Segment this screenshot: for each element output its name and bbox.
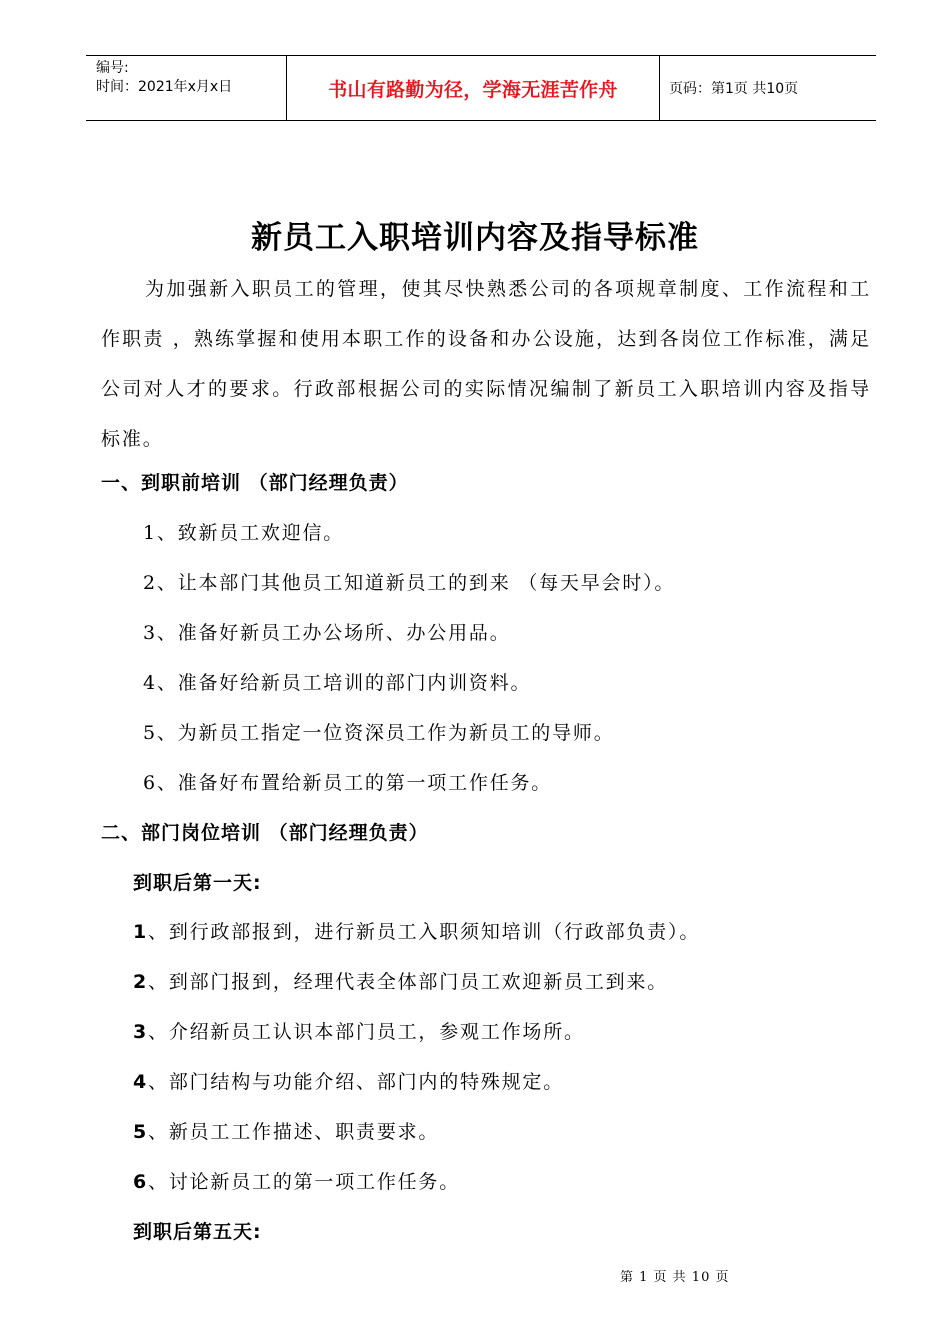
list-item-number: 5: [133, 1121, 149, 1143]
list-item: [133, 967, 668, 994]
list-item-text: 、部门结构与功能介绍、部门内的特殊规定。: [148, 1071, 565, 1093]
list-item: 1、致新员工欢迎信。: [143, 522, 345, 544]
list-item-text: 、讨论新员工的第一项工作任务。: [148, 1171, 461, 1193]
subsection-heading-day5: 到职后第五天:: [133, 1221, 262, 1243]
header-page-info: 页码：第1页 共10页: [669, 81, 799, 97]
list-item-number: 4: [133, 1071, 149, 1093]
list-item: 3、准备好新员工办公场所、办公用品。: [143, 622, 511, 644]
list-item-number: 6: [133, 1171, 149, 1193]
list-item-text: 、到行政部报到，进行新员工入职须知培训（行政部负责）。: [148, 921, 701, 943]
list-item: [133, 1117, 439, 1144]
header-meta: [86, 56, 286, 120]
list-item-text: 、到部门报到，经理代表全体部门员工欢迎新员工到来。: [148, 971, 669, 993]
list-item: [133, 1067, 564, 1094]
list-item-number: 1: [133, 921, 149, 943]
page-header: [86, 55, 876, 121]
list-item-text: 、介绍新员工认识本部门员工，参观工作场所。: [148, 1021, 585, 1043]
document-time-label: 时间：2021年x月x日: [96, 79, 233, 95]
header-motto: 书山有路勤为径，学海无涯苦作舟: [286, 56, 660, 120]
document-title: 新员工入职培训内容及指导标准: [251, 220, 699, 256]
section-heading-1: 一、到职前培训 （部门经理负责）: [101, 472, 409, 494]
list-item: [133, 1017, 585, 1044]
list-item-number: 3: [133, 1021, 149, 1043]
list-item: 6、准备好布置给新员工的第一项工作任务。: [143, 772, 553, 794]
subsection-heading-day1: 到职后第一天:: [133, 872, 262, 894]
list-item-text: 、新员工工作描述、职责要求。: [148, 1121, 440, 1143]
list-item: 4、准备好给新员工培训的部门内训资料。: [143, 672, 532, 694]
list-item-number: 2: [133, 971, 149, 993]
document-number-label: 编号:: [96, 60, 129, 76]
page-footer: 第 1 页 共 10 页: [620, 1270, 730, 1285]
list-item: 5、为新员工指定一位资深员工作为新员工的导师。: [143, 722, 615, 744]
intro-paragraph: 为加强新入职员工的管理，使其尽快熟悉公司的各项规章制度、工作流程和工作职责 ，熟练掌握和使用本职工作的设备和办公设施，达到各岗位工作标准，满足公司对人才的要求。行政部根据公司的实际情况编制了新员工入职培训内容及指导标准。: [101, 278, 871, 450]
list-item: [133, 917, 700, 944]
list-item: [133, 1167, 460, 1194]
list-item: 2、让本部门其他员工知道新员工的到来 （每天早会时）。: [143, 572, 676, 594]
section-heading-2: 二、部门岗位培训 （部门经理负责）: [101, 822, 429, 844]
